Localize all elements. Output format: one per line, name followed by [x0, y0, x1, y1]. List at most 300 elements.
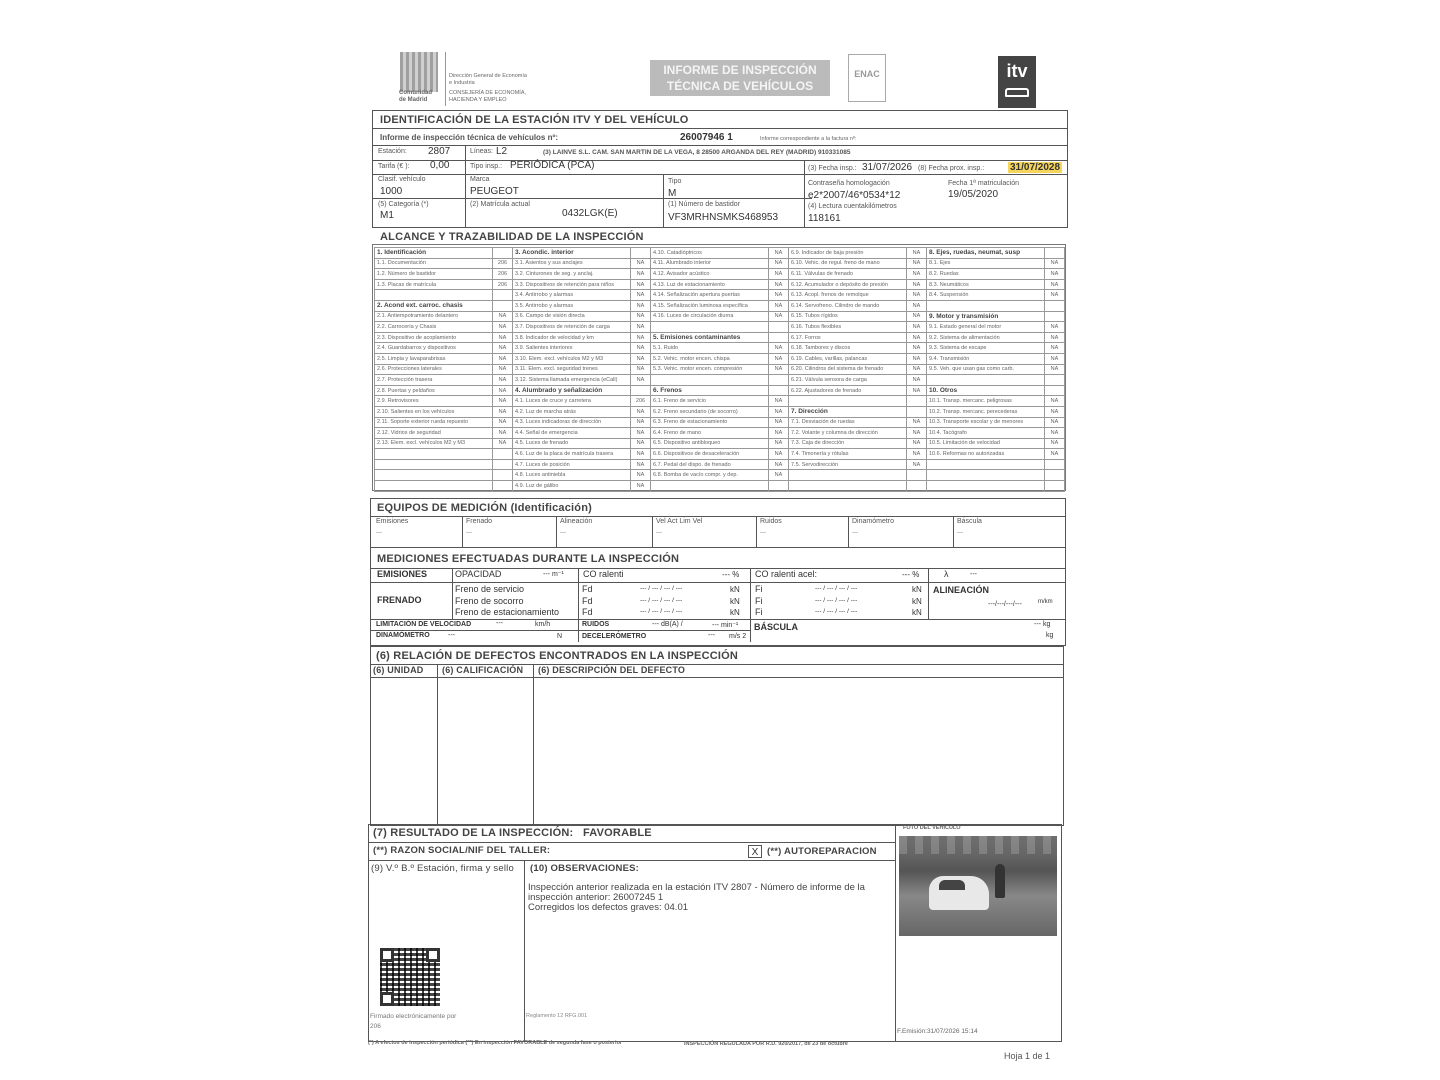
ms2-unit: m/s 2	[729, 633, 747, 640]
banner-line-2: TÉCNICA DE VEHÍCULOS	[666, 79, 814, 93]
scope-result-cell: NA	[493, 353, 513, 364]
scope-item-cell: 4.2. Luz de marcha atrás	[513, 406, 631, 417]
equipment-col-divider	[652, 516, 653, 547]
kn-unit: kN	[730, 585, 740, 594]
station-value: 2807	[428, 146, 451, 157]
scope-item-cell: 2.2. Carrocería y Chasis	[375, 322, 493, 333]
freno-servicio-label: Freno de servicio	[455, 584, 525, 594]
scope-result-cell: NA	[631, 428, 651, 439]
scope-item-cell	[651, 322, 769, 333]
scope-item-cell: 6.16. Tubos flexibles	[789, 322, 907, 333]
scope-result-cell	[631, 248, 651, 259]
checkbox-mark: X	[751, 847, 759, 858]
autoreparacion-checkbox[interactable]	[748, 845, 762, 858]
bascula-label: BÁSCULA	[754, 622, 798, 632]
scope-item-cell	[651, 375, 769, 386]
scope-result-cell: NA	[769, 248, 789, 259]
madrid-logo	[400, 52, 438, 92]
scope-item-cell: 2.6. Protecciones laterales	[375, 364, 493, 375]
observaciones-line-2: inspección anterior: 26007245 1	[528, 892, 664, 903]
dept-line-3: CONSEJERÍA DE ECONOMÍA,	[449, 90, 527, 96]
report-number: 26007946 1	[680, 132, 733, 143]
scope-row	[375, 385, 1065, 396]
equipment-col-divider	[556, 516, 557, 547]
scope-item-cell: 6.18. Tambores y discos	[789, 343, 907, 354]
fi-label: Fi	[755, 607, 763, 617]
scope-result-cell	[907, 406, 927, 417]
defects-calificacion-header: (6) CALIFICACIÓN	[442, 665, 524, 675]
observaciones-title: (10) OBSERVACIONES:	[530, 863, 640, 874]
fecha-insp-value: 31/07/2026	[862, 162, 913, 173]
equipment-col-divider	[756, 516, 757, 547]
car-icon	[1005, 88, 1029, 97]
scope-result-cell: NA	[769, 258, 789, 269]
vehicle-photo-person	[995, 864, 1005, 898]
scope-item-cell: 9.2. Sistema de alimentación	[927, 332, 1045, 343]
scope-item-cell: 6.12. Acumulador o depósito de presión	[789, 279, 907, 290]
scope-item-cell: 2.8. Puertas y peldaños	[375, 385, 493, 396]
scope-item-cell: 4.16. Luces de circulación diurna	[651, 311, 769, 322]
scope-result-cell: NA	[631, 290, 651, 301]
scope-result-cell: NA	[907, 269, 927, 280]
opacidad-value: --- m⁻¹	[543, 571, 564, 578]
scope-item-cell: 6.22. Ajustadores de frenado	[789, 385, 907, 396]
scope-item-cell: 3.12. Sistema llamada emergencia (eCall)	[513, 375, 631, 386]
scope-item-cell: 2.13. Elem. excl. vehículos M2 y M3	[375, 438, 493, 449]
dept-line-2: e Industria	[449, 80, 475, 86]
scope-item-cell: 8.1. Ejes	[927, 258, 1045, 269]
scope-item-cell: 2.5. Limpia y lavaparabrisas	[375, 353, 493, 364]
scope-item-cell: 6.7. Pedal del dispo. de frenado	[651, 459, 769, 470]
scope-row	[375, 459, 1065, 470]
scope-item-cell: 4.3. Luces indicadoras de dirección	[513, 417, 631, 428]
equipment-col-label: Vel Act Lim Vel	[656, 518, 703, 525]
tarifa-label: Tarifa (€ ):	[378, 163, 410, 170]
kn-unit: kN	[730, 597, 740, 606]
matricula-label: (2) Matrícula actual	[470, 201, 530, 208]
scope-item-cell	[789, 481, 907, 492]
scope-result-cell: NA	[1045, 428, 1065, 439]
n-unit: N	[557, 633, 563, 640]
defects-title: (6) RELACIÓN DE DEFECTOS ENCONTRADOS EN LA INSPECCIÓN	[376, 650, 739, 662]
scope-result-cell: NA	[907, 258, 927, 269]
scope-item-cell: 4.14. Señalización apertura puertas	[651, 290, 769, 301]
scope-result-cell: NA	[907, 311, 927, 322]
limitacion-value: ---	[496, 620, 503, 627]
scope-result-cell	[1045, 459, 1065, 470]
scope-result-cell: NA	[907, 364, 927, 375]
scope-result-cell	[493, 459, 513, 470]
dept-line-1: Dirección General de Economía	[449, 73, 527, 79]
fd-label: Fd	[582, 584, 593, 594]
scope-item-cell	[651, 481, 769, 492]
scope-result-cell: NA	[1045, 364, 1065, 375]
scope-row	[375, 332, 1065, 343]
vehicle-photo-ceiling	[899, 836, 1057, 854]
scope-item-cell: 3.11. Elem. excl. seguridad trenes	[513, 364, 631, 375]
footer-note-left: (*) A efectos de inspección periódica (**) En inspección FAVORABLE de segunda fase o posterior	[368, 1040, 623, 1046]
kn-unit: kN	[912, 585, 922, 594]
equipment-col-label: Emisiones	[376, 518, 409, 525]
scope-item-cell: 6.15. Tubos rígidos	[789, 311, 907, 322]
scope-item-cell: 8.3. Neumáticos	[927, 279, 1045, 290]
result-title: (7) RESULTADO DE LA INSPECCIÓN:	[373, 827, 574, 839]
scope-row	[375, 343, 1065, 354]
scope-item-cell: 4.12. Avisador acústico	[651, 269, 769, 280]
scope-result-cell: NA	[631, 417, 651, 428]
scope-result-cell: NA	[907, 279, 927, 290]
emision-date: F.Emisión:31/07/2026 15:14	[897, 1028, 978, 1035]
bastidor-label: (1) Número de bastidor	[668, 201, 740, 208]
scope-row	[375, 258, 1065, 269]
footer-note-right: INSPECCIÓN REGULADA POR R.D. 920/2017, de 23 de octubre	[684, 1041, 848, 1047]
vehicle-photo-window	[939, 880, 965, 890]
equipment-col-value: ---	[376, 530, 382, 536]
scope-item-cell	[375, 470, 493, 481]
scope-result-cell: NA	[631, 438, 651, 449]
scope-result-cell	[769, 322, 789, 333]
scope-result-cell: NA	[631, 375, 651, 386]
marca-value: PEUGEOT	[470, 186, 519, 197]
scope-row	[375, 481, 1065, 492]
scope-item-cell: 4.10. Catadióptricos	[651, 248, 769, 259]
scope-item-cell: 3.5. Antirrobo y alarmas	[513, 300, 631, 311]
scope-result-cell: NA	[1045, 269, 1065, 280]
marca-label: Marca	[470, 176, 490, 183]
scope-item-cell: 10.4. Tacógrafo	[927, 428, 1045, 439]
kn-unit: kN	[912, 597, 922, 606]
fd-label: Fd	[582, 596, 593, 606]
decelerometro-value: ---	[708, 632, 715, 639]
observaciones-line-1: Inspección anterior realizada en la estación ITV 2807 - Número de informe de la	[528, 882, 865, 893]
scope-item-cell: 7.4. Timonería y rótulas	[789, 449, 907, 460]
scope-item-cell	[927, 300, 1045, 311]
fi-label: Fi	[755, 584, 763, 594]
scope-result-cell: NA	[631, 406, 651, 417]
equipment-col-divider	[848, 516, 849, 547]
km-label: (4) Lectura cuentakilómetros	[808, 203, 897, 210]
scope-item-cell	[927, 375, 1045, 386]
equipment-col-value: ---	[852, 530, 858, 536]
equipment-col-value: ---	[656, 530, 662, 536]
equipment-col-label: Alineación	[560, 518, 593, 525]
scope-result-cell	[1045, 481, 1065, 492]
invoice-label: Informe correspondiente a la factura nº:	[760, 136, 857, 142]
scope-result-cell: NA	[493, 417, 513, 428]
scope-item-cell: 2.4. Guardabarros y dispositivos	[375, 343, 493, 354]
equipment-col-value: ---	[957, 530, 963, 536]
dinamometro-label: DINAMÓMETRO	[376, 632, 430, 639]
ruidos-value: --- dB(A) /	[652, 621, 683, 628]
fi-label: Fi	[755, 596, 763, 606]
scope-result-cell	[769, 375, 789, 386]
scope-item-cell: 2.1. Antiempotramiento delantero	[375, 311, 493, 322]
vehicle-photo	[899, 836, 1057, 936]
scope-item-cell: 4. Alumbrado y señalización	[513, 385, 631, 396]
scope-result-cell: NA	[907, 417, 927, 428]
scope-table	[374, 247, 1065, 492]
lambda-label: λ	[944, 569, 949, 579]
scope-result-cell: NA	[631, 300, 651, 311]
scope-item-cell: 3. Acondic. interior	[513, 248, 631, 259]
scope-result-cell: NA	[631, 353, 651, 364]
scope-item-cell: 6.2. Freno secundario (de socorro)	[651, 406, 769, 417]
scope-item-cell: 4.6. Luz de la placa de matrícula trasera	[513, 449, 631, 460]
scope-result-cell: NA	[1045, 290, 1065, 301]
scope-result-cell	[493, 481, 513, 492]
brake-value: --- / --- / --- / ---	[640, 597, 683, 604]
scope-item-cell: 5. Emisiones contaminantes	[651, 332, 769, 343]
qr-finder-tr	[426, 948, 440, 962]
opacidad-label: OPACIDAD	[455, 569, 502, 579]
scope-item-cell	[927, 459, 1045, 470]
scope-item-cell: 3.10. Elem. excl. vehículos M2 y M3	[513, 353, 631, 364]
scope-item-cell: 4.4. Señal de emergencia	[513, 428, 631, 439]
scope-result-cell: NA	[1045, 343, 1065, 354]
scope-result-cell: NA	[493, 322, 513, 333]
brake-value: --- / --- / --- / ---	[640, 608, 683, 615]
equipment-col-label: Frenado	[466, 518, 493, 525]
scope-result-cell: NA	[769, 311, 789, 322]
id-section-title: IDENTIFICACIÓN DE LA ESTACIÓN ITV Y DEL VEHÍCULO	[380, 114, 689, 126]
brake-value: --- / --- / --- / ---	[815, 585, 858, 592]
equipment-col-divider	[953, 516, 954, 547]
equipment-title: EQUIPOS DE MEDICIÓN (Identificación)	[377, 502, 592, 514]
scope-item-cell: 6.14. Servofreno. Cilindro de mando	[789, 300, 907, 311]
scope-result-cell: NA	[1045, 332, 1065, 343]
ruidos-unit: --- min⁻¹	[712, 622, 739, 629]
scope-item-cell: 6.4. Freno de mano	[651, 428, 769, 439]
matric-value: 19/05/2020	[948, 189, 999, 200]
scope-item-cell: 3.4. Antirrobo y alarmas	[513, 290, 631, 301]
scope-item-cell: 10.1. Transp. mercanc. peligrosas	[927, 396, 1045, 407]
scope-item-cell: 6.1. Freno de servicio	[651, 396, 769, 407]
scope-item-cell: 4.9. Luz de gálibo	[513, 481, 631, 492]
scope-item-cell: 7.1. Desviación de ruedas	[789, 417, 907, 428]
categoria-label: (5) Categoría (*)	[378, 201, 429, 208]
brake-value: --- / --- / --- / ---	[815, 597, 858, 604]
scope-item-cell: 8. Ejes, ruedas, neumat, susp	[927, 248, 1045, 259]
scope-item-cell: 6.11. Válvulas de frenado	[789, 269, 907, 280]
scope-item-cell: 1. Identificación	[375, 248, 493, 259]
scope-result-cell: NA	[493, 406, 513, 417]
scope-result-cell	[493, 449, 513, 460]
scope-result-cell: NA	[769, 300, 789, 311]
scope-result-cell: NA	[1045, 353, 1065, 364]
scope-result-cell	[493, 290, 513, 301]
scope-item-cell: 1.2. Número de bastidor	[375, 269, 493, 280]
alineacion-unit: m/km	[1038, 599, 1053, 605]
bastidor-value: VF3MRHNSMKS468953	[668, 212, 779, 223]
scope-result-cell	[1045, 385, 1065, 396]
scope-row	[375, 406, 1065, 417]
kn-unit: kN	[730, 608, 740, 617]
scope-item-cell: 9.3. Sistema de escape	[927, 343, 1045, 354]
scope-item-cell	[375, 290, 493, 301]
freno-socorro-label: Freno de socorro	[455, 596, 524, 606]
scope-item-cell	[375, 481, 493, 492]
scope-item-cell: 5.1. Ruido	[651, 343, 769, 354]
scope-result-cell: NA	[769, 438, 789, 449]
scope-row	[375, 300, 1065, 311]
scope-result-cell: NA	[1045, 322, 1065, 333]
fd-label: Fd	[582, 607, 593, 617]
equipment-col-label: Báscula	[957, 518, 982, 525]
scope-item-cell: 2. Acond ext. carroc. chasis	[375, 300, 493, 311]
scope-result-cell: NA	[907, 449, 927, 460]
equipment-col-label: Dinamómetro	[852, 518, 895, 525]
scope-result-cell: NA	[493, 385, 513, 396]
scope-result-cell	[631, 385, 651, 396]
co-acel-value: --- %	[902, 570, 920, 579]
scope-result-cell: NA	[907, 428, 927, 439]
scope-row	[375, 428, 1065, 439]
scope-result-cell: NA	[631, 258, 651, 269]
scope-result-cell: NA	[907, 322, 927, 333]
limitacion-label: LIMITACIÓN DE VELOCIDAD	[376, 621, 472, 628]
scope-row	[375, 417, 1065, 428]
scope-item-cell: 4.5. Luces de frenado	[513, 438, 631, 449]
scope-result-cell: 206	[493, 269, 513, 280]
bascula-kg-1: --- kg	[1034, 621, 1051, 628]
scope-item-cell: 2.11. Soporte exterior rueda repuesto	[375, 417, 493, 428]
enac-text: ENAC	[854, 69, 880, 79]
qr-finder-bl	[380, 992, 394, 1006]
scope-result-cell	[1045, 375, 1065, 386]
scope-result-cell: NA	[631, 279, 651, 290]
measurements-title: MEDICIONES EFECTUADAS DURANTE LA INSPECCIÓN	[377, 553, 680, 565]
scope-item-cell: 8.2. Ruedas	[927, 269, 1045, 280]
scope-result-cell: NA	[769, 459, 789, 470]
scope-item-cell: 3.2. Cinturones de seg. y anclaj.	[513, 269, 631, 280]
scope-row	[375, 364, 1065, 375]
scope-result-cell	[1045, 470, 1065, 481]
km-value: 118161	[808, 213, 841, 224]
scope-result-cell: NA	[493, 343, 513, 354]
scope-item-cell: 9.1. Estado general del motor	[927, 322, 1045, 333]
scope-result-cell: NA	[493, 332, 513, 343]
matricula-value: 0432LGK(E)	[562, 208, 618, 219]
scope-result-cell: NA	[769, 343, 789, 354]
scope-result-cell	[493, 300, 513, 311]
scope-row	[375, 279, 1065, 290]
fecha-insp-label: (3) Fecha insp.:	[808, 165, 857, 172]
scope-result-cell	[493, 470, 513, 481]
scope-item-cell: 1.1. Documentación	[375, 258, 493, 269]
equipment-col-divider	[462, 516, 463, 547]
prox-insp-label: (8) Fecha prox. insp.:	[918, 165, 985, 172]
scope-section-title: ALCANCE Y TRAZABILIDAD DE LA INSPECCIÓN	[380, 231, 644, 243]
scope-result-cell: NA	[631, 269, 651, 280]
scope-item-cell: 10.5. Limitación de velocidad	[927, 438, 1045, 449]
scope-result-cell	[1045, 300, 1065, 311]
scope-item-cell: 8.4. Suspensión	[927, 290, 1045, 301]
scope-result-cell: NA	[631, 322, 651, 333]
scope-item-cell: 3.3. Dispositivos de retención para niños	[513, 279, 631, 290]
prox-insp-value: 31/07/2028	[1010, 162, 1061, 173]
scope-result-cell	[907, 396, 927, 407]
scope-row	[375, 449, 1065, 460]
kmh-unit: km/h	[535, 621, 551, 628]
scope-result-cell: NA	[1045, 279, 1065, 290]
defects-unidad-header: (6) UNIDAD	[373, 665, 424, 675]
scope-item-cell: 2.3. Dispositivo de acoplamiento	[375, 332, 493, 343]
brake-value: --- / --- / --- / ---	[640, 585, 683, 592]
scope-item-cell: 6.17. Forros	[789, 332, 907, 343]
scope-item-cell: 4.15. Señalización luminosa específica	[651, 300, 769, 311]
tipo-insp-label: Tipo insp.:	[470, 163, 503, 170]
co-ralenti-label: CO ralenti	[583, 569, 624, 579]
scope-item-cell: 5.2. Vehic. motor encen. chispa	[651, 353, 769, 364]
scope-result-cell: NA	[1045, 258, 1065, 269]
scope-result-cell: NA	[769, 417, 789, 428]
banner-line-1: INFORME DE INSPECCIÓN	[663, 63, 817, 77]
scope-result-cell	[769, 332, 789, 343]
homol-value: e2*2007/46*0534*12	[808, 190, 901, 201]
scope-result-cell	[493, 248, 513, 259]
scope-result-cell: NA	[907, 459, 927, 470]
emisiones-label: EMISIONES	[377, 569, 428, 579]
qr-finder-tl	[380, 948, 394, 962]
scope-item-cell	[375, 449, 493, 460]
scope-result-cell: NA	[907, 375, 927, 386]
scope-result-cell: NA	[631, 449, 651, 460]
scope-item-cell: 6.8. Bomba de vacío compr. y dep.	[651, 470, 769, 481]
scope-item-cell: 7.2. Volante y columna de dirección	[789, 428, 907, 439]
scope-row	[375, 311, 1065, 322]
tipo-value: M	[668, 188, 677, 199]
station-label: Estación:	[378, 148, 407, 155]
scope-item-cell: 6.5. Dispositivo antibloqueo	[651, 438, 769, 449]
scope-item-cell: 7.5. Servodirección	[789, 459, 907, 470]
brake-value: --- / --- / --- / ---	[815, 608, 858, 615]
scope-result-cell: NA	[907, 332, 927, 343]
scope-result-cell: NA	[631, 311, 651, 322]
report-number-label: Informe de inspección técnica de vehículos nº:	[380, 133, 559, 142]
scope-item-cell: 9. Motor y transmisión	[927, 311, 1045, 322]
clasif-label: Clasif. vehículo	[378, 176, 426, 183]
tipo-label: Tipo	[668, 178, 682, 185]
scope-item-cell: 2.10. Salientes en los vehículos	[375, 406, 493, 417]
scope-item-cell: 4.11. Alumbrado interior	[651, 258, 769, 269]
scope-item-cell: 6.19. Cables, varillas, palancas	[789, 353, 907, 364]
scope-item-cell: 2.9. Retrovisores	[375, 396, 493, 407]
frenado-label: FRENADO	[377, 595, 422, 605]
scope-item-cell	[789, 470, 907, 481]
scope-item-cell: 7.3. Caja de dirección	[789, 438, 907, 449]
equipment-col-value: ---	[760, 530, 766, 536]
scope-result-cell: NA	[907, 438, 927, 449]
scope-result-cell: NA	[493, 364, 513, 375]
report-banner	[650, 60, 830, 96]
scope-item-cell: 6.13. Acopl. frenos de remolque	[789, 290, 907, 301]
scope-item-cell: 4.8. Luces antiniebla	[513, 470, 631, 481]
scope-result-cell: NA	[907, 300, 927, 311]
scope-result-cell: NA	[769, 470, 789, 481]
vb-estacion-label: (9) V.º B.º Estación, firma y sello	[371, 863, 514, 874]
company-address: (3) LAINVE S.L. CAM. SAN MARTIN DE LA VEGA, 8 28500 ARGANDA DEL REY (MADRID) 910331085	[543, 149, 851, 156]
scope-result-cell: NA	[493, 375, 513, 386]
scope-item-cell: 6.3. Freno de estacionamiento	[651, 417, 769, 428]
scope-item-cell: 6.9. Indicador de baja presión	[789, 248, 907, 259]
scope-row	[375, 290, 1065, 301]
lines-value: L2	[496, 146, 508, 157]
lambda-value: ---	[970, 571, 977, 578]
scope-item-cell: 10.6. Reformas no autorizadas	[927, 449, 1045, 460]
scope-item-cell: 3.8. Indicador de velocidad y km	[513, 332, 631, 343]
scope-result-cell	[1045, 311, 1065, 322]
scope-item-cell: 3.6. Campo de visión directa	[513, 311, 631, 322]
